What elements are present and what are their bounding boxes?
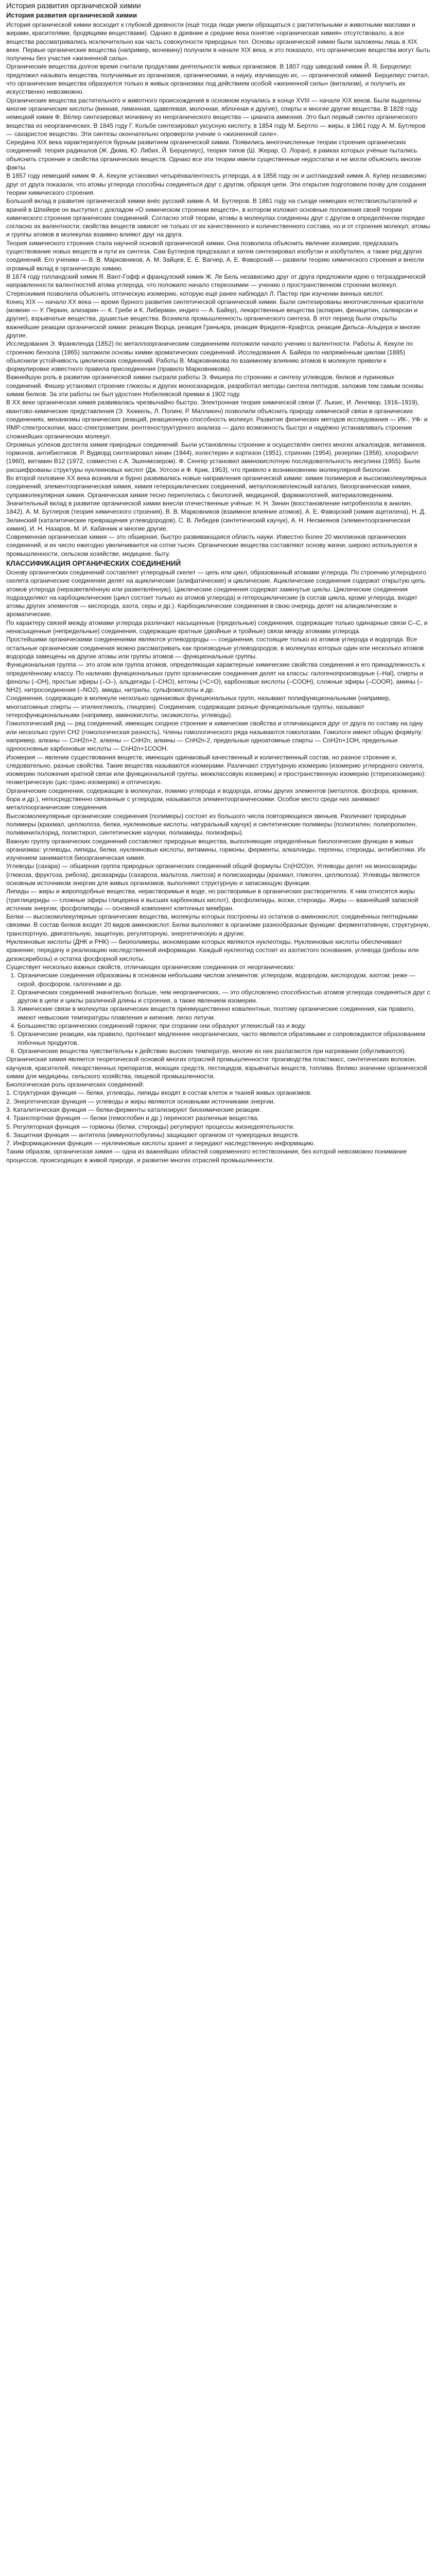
paragraph: Современная органическая химия — это обширная, быстро развивающаяся область науки. Известно более 20 миллионов органических соединений, и их число ежегодно увеличивается на сотни тысяч. Органические вещества составляют основу жизни, широко используются в промышленности, сельском хозяйстве, медицине, быту. — [6, 533, 417, 557]
list-item: 6. Органические вещества чувствительны к действию высоких температур, многие из них разлагаются при нагревании (обугливаются). — [18, 1047, 431, 1055]
paragraph: Функциональная группа — это атом или группа атомов, определяющая характерные химические свойства соединения и его принадлежность к определённому классу. По наличию функциональных групп органические соединения делят на классы: галогенопроизводные (–Hal), спирты и фенолы (–OH), простые эфиры (–O–), альдегиды (–CHO), кетоны (>C=O), карбоновые кислоты (–COOH), сложные эфиры (–COOR), амины (–NH2), нитросоединения (–NO2), амиды, нитрилы, сульфокислоты и др. — [6, 661, 425, 694]
paragraph: Теория химического строения стала научной основой органической химии. Она позволила объяснить явление изомерии, предсказать существование новых веществ и пути их синтеза. Сам Бутлеров предсказал и затем синтезировал изобутан и изобутилен, а также ряд других соединений. Его ученики — В. В. Марковников, А. М. Зайцев, Е. Е. Вагнер, А. Е. Фаворский — развили теорию химического строения и внесли огромный вклад в органическую химию. — [6, 239, 424, 272]
document-subtitle: История развития органической химии — [6, 11, 137, 19]
properties-list — [6, 971, 431, 1055]
paragraph: Белки — высокомолекулярные органические вещества, молекулы которых построены из остатков α-аминокислот, соединённых пептидными связями. В состав белков входят 20 видов аминокислот. Белки выполняют в организме разнообразные функции: ферментативную, структурную, транспортную, двигательную, защитную, регуляторную, энергетическую и другие. — [6, 913, 430, 937]
list-item: 4. Большинство органических соединений горючи; при сгорании они образуют углекислый газ и воду. — [18, 1022, 431, 1030]
paragraph: 7. Информационная функция — нуклеиновые кислоты хранят и передают наследственную информацию. — [6, 1140, 315, 1147]
significance-section — [6, 963, 431, 1164]
section-heading: КЛАССИФИКАЦИЯ ОРГАНИЧЕСКИХ СОЕДИНЕНИЙ — [6, 560, 181, 567]
paragraph: 1. Структурная функция — белки, углеводы, липиды входят в состав клеток и тканей живых организмов. — [6, 1089, 312, 1097]
document-title: История развития органической химии — [6, 2, 141, 10]
list-item: 1. Органические соединения образованы в основном небольшим числом элементов: углеродом, водородом, кислородом, азотом; реже — серой, фосфором, галогенами и др. — [18, 971, 431, 988]
paragraph: Изомерия — явление существования веществ, имеющих одинаковый качественный и количественный состав, но разное строение и, следовательно, разные свойства. Такие вещества называются изомерами. Различают структурную изомерию (изомерию углеродного скелета, изомерию положения кратной связи или функциональной группы, межклассовую изомерию) и пространственную изомерию (стереоизомерию): геометрическую (цис-транс-изомерию) и оптическую. — [6, 753, 426, 786]
paragraph: Существует несколько важных свойств, отличающих органические соединения от неорганических: — [6, 963, 295, 971]
paragraph: Во второй половине XX века возникли и бурно развивались новые направления органической химии: химия полимеров и высокомолекулярных соединений, элементоорганическая химия, химия гетероциклических соединений, металлокомплексный катализ, биоорганическая химия, супрамолекулярная химия. Органическая химия тесно переплелась с биологией, медициной, фармакологией, материаловедением. — [6, 474, 427, 499]
paragraph: Нуклеиновые кислоты (ДНК и РНК) — биополимеры, мономерами которых являются нуклеотиды. Нуклеиновые кислоты обеспечивают хранение, передачу и реализацию наследственной информации. Каждый нуклеотид состоит из азотистого основания, углевода (рибозы или дезоксирибозы) и остатка фосфорной кислоты. — [6, 938, 419, 962]
paragraph: Конец XIX — начало XX века — время бурного развития синтетической органической химии. Были синтезированы многочисленные красители (мовеин — У. Перкин, ализарин — К. Гребе и К. Либерман, индиго — А. Байер), лекарственные вещества (аспирин, фенацетин, салварсан и другие), взрывчатые вещества, душистые вещества. Возникла промышленность органического синтеза. В этот период были открыты важнейшие реакции органической химии: реакция Вюрца, реакция Гриньяра, реакция Фриделя–Крафтса, реакция Дильса–Альдера и многие другие. — [6, 298, 424, 339]
list-item: 3. Химические связи в молекулах органических веществ преимущественно ковалентные, поэтому органические соединения, как правило, имеют невысокие температуры плавления и кипения, легко летучи. — [18, 1005, 431, 1022]
paragraph: Органическая химия является теоретической основой многих отраслей промышленности: производства пластмасс, синтетических волокон, каучуков, красителей, лекарственных препаратов, моющих средств, пестицидов, взрывчатых веществ, топлива. Велико значение органической химии для медицины, сельского хозяйства, пищевой промышленности. — [6, 1056, 427, 1080]
paragraph: В XX веке органическая химия развивалась чрезвычайно быстро. Электронная теория химической связи (Г. Льюис, И. Ленгмюр, 1916–1919), квантово-химические представления (Э. Хюккель, Л. Полинг, Р. Малликен) позволили объяснить природу химической связи в органических соединениях, механизмы органических реакций, реакционную способность молекул. Развитие физических методов исследования — ИК-, УФ- и ЯМР-спектроскопии, масс-спектрометрии, рентгеноструктурного анализа — дало возможность быстро и надёжно устанавливать строение сложнейших органических молекул. — [6, 399, 428, 440]
paragraph: Органические вещества растительного и животного происхождения в основном изучались в конце XVIII — начале XIX веков. Были выделены многие органические кислоты (винная, лимонная, щавелевая, молочная, яблочная и другие), спирты и многие другие вещества. В 1828 году немецкий химик Ф. Вёлер синтезировал мочевину из неорганического вещества — цианата аммония. Это был первый синтез органического вещества из неорганических. В 1845 году Г. Кольбе синтезировал уксусную кислоту, в 1854 году М. Бертло — жиры, в 1861 году А. М. Бутлеров — сахаристое вещество. Эти синтезы окончательно опровергли учение о «жизненной силе». — [6, 96, 426, 138]
paragraph: Гомологический ряд — ряд соединений, имеющих сходное строение и химические свойства и отличающихся друг от друга по составу на одну или несколько групп CH2 (гомологическая разность). Члены гомологического ряда называются гомологами. Гомологи имеют общую формулу: например, алканы — CnH2n+2, алкены — CnH2n, алкины — CnH2n-2, предельные одноатомные спирты — CnH2n+1OH, предельные одноосновные карбоновые кислоты — CnH2n+1COOH. — [6, 720, 423, 753]
paragraph: Биологическая роль органических соединений: — [6, 1081, 144, 1089]
paragraph: Важную группу органических соединений составляют природные вещества, выполняющие определённые биологические функции в живых организмах: углеводы, липиды, белки, нуклеиновые кислоты, витамины, гормоны, ферменты, алкалоиды, терпены, стероиды, антибиотики. Их изучением занимается биоорганическая химия. — [6, 837, 426, 862]
page-bottom-spacer — [6, 1164, 431, 1175]
paragraph: В 1874 году голландский химик Я. Вант-Гофф и французский химик Ж. Ле Бель независимо друг от друга предложили идею о тетраэдрической направленности валентностей атома углерода, что положило начало стереохимии — учению о пространственном строении молекул. Стереохимия позволила объяснить оптическую изомерию, которую ещё ранее наблюдал Л. Пастер при изучении винных кислот. — [6, 273, 426, 297]
document-page — [0, 0, 436, 1180]
paragraph: По характеру связей между атомами углерода различают насыщенные (предельные) соединения, содержащие только одинарные связи C–C, и ненасыщенные (непредельные) соединения, содержащие кратные (двойные и тройные) связи между атомами углерода. — [6, 619, 428, 635]
paragraph: Соединения, содержащие в молекуле несколько одинаковых функциональных групп, называют полифункциональными (например, многоатомные спирты — этиленгликоль, глицерин). Соединения, содержащие разные функциональные группы, называют гетерофункциональными (например, аминокислоты, оксикислоты, углеводы). — [6, 694, 391, 719]
paragraph: Высокомолекулярные органические соединения (полимеры) состоят из большого числа повторяющихся звеньев. Различают природные полимеры (крахмал, целлюлоза, белки, нуклеиновые кислоты, натуральный каучук) и синтетические полимеры (полиэтилен, полипропилен, поливинилхлорид, полистирол, синтетические каучуки, полиамиды, полиэфиры). — [6, 812, 417, 837]
paragraph: Органические соединения, содержащие в молекулах, помимо углерода и водорода, атомы других элементов (металлов, фосфора, кремния, бора и др.), непосредственно связанные с углеродом, называются элементоорганическими. Особое место среди них занимают металлоорганические соединения. — [6, 787, 418, 811]
classification-section — [6, 559, 431, 963]
paragraph: История органической химии восходит к глубокой древности (ещё тогда люди умели обращаться с растительными и животными маслами и жирами, красителями, бродящими веществами). Однако в древние и средние века понятие «органическая химия» отсутствовало, а все вещества рассматривались исключительно как часть совокупности природных тел. Основы органической химии были заложены лишь в XIX веке. Первые органические вещества (например, мочевину) получили в начале XIX века, и это показало, что органические вещества могут быть получены без участия «жизненной силы». — [6, 21, 430, 62]
paragraph: 2. Энергетическая функция — углеводы и жиры являются основными источниками энергии. — [6, 1097, 275, 1105]
paragraph: Исследования Э. Франкленда (1852) по металлоорганическим соединениям положили начало учению о валентности. Работы А. Кекуле по строению бензола (1865) заложили основы химии ароматических соединений. Исследования А. Байера по напряжённым циклам (1885) объяснили устойчивость циклических соединений. Работы В. Марковникова по взаимному влиянию атомов в молекуле привели к формулировке известного правила присоединения (правило Марковникова). — [6, 340, 413, 373]
list-item: 2. Органических соединений значительно больше, чем неорганических, — это обусловлено способностью атомов углерода соединяться друг с другом в цепи и циклы различной длины и строения, а также явлением изомерии. — [18, 988, 431, 1005]
paragraph: Липиды — жиры и жироподобные вещества, нерастворимые в воде, но растворимые в органических растворителях. К ним относятся жиры (триглицериды — сложные эфиры глицерина и высших карбоновых кислот), фосфолипиды, воски, стероиды. Жиры — важнейший запасной источник энергии, фосфолипиды — основной компонент клеточных мембран. — [6, 888, 418, 912]
intro-section — [6, 21, 431, 558]
paragraph: Органические вещества долгое время считали продуктами деятельности живых организмов. В 1807 году шведский химик Й. Я. Берцелиус предложил называть вещества, получаемые из организмов, органическими, а науку, изучающую их, — органической химией. Берцелиус считал, что органические вещества образуются только в живых организмах под действием особой «жизненной силы» (витализм), и получить их искусственно невозможно. — [6, 63, 429, 96]
paragraph: Простейшими органическими соединениями являются углеводороды — соединения, состоящие только из атомов углерода и водорода. Все остальные органические соединения можно рассматривать как производные углеводородов, в молекулах которых один или несколько атомов водорода замещены на другие атомы или группы атомов — функциональные группы. — [6, 636, 424, 660]
paragraph: 4. Транспортная функция — белки (гемоглобин и др.) переносят различные вещества. — [6, 1114, 259, 1122]
paragraph: В 1857 году немецкий химик Ф. А. Кекуле установил четырёхвалентность углерода, а в 1858 году он и шотландский химик А. Купер независимо друг от друга показали, что атомы углерода способны соединяться друг с другом, образуя цепи. Эти открытия подготовили почву для создания теории химического строения. — [6, 172, 427, 196]
paragraph: Таким образом, органическая химия — одна из важнейших областей современного естествознания, без которой невозможно понимание процессов, происходящих в живой природе, и развитие многих отраслей промышленности. — [6, 1148, 407, 1164]
paragraph: 3. Каталитическая функция — белки-ферменты катализируют биохимические реакции. — [6, 1106, 261, 1113]
paragraph: Огромных успехов достигла химия природных соединений. Были установлены строение и осуществлён синтез многих алкалоидов, витаминов, гормонов, антибиотиков. Р. Вудворд синтезировал хинин (1944), холестерин и кортизон (1951), стрихнин (1954), резерпин (1956), хлорофилл (1960), витамин B12 (1972, совместно с А. Эшенмозером). Ф. Сенгер установил аминокислотную последовательность инсулина (1955). Были расшифрованы структуры нуклеиновых кислот (Дж. Уотсон и Ф. Крик, 1953), что привело к возникновению молекулярной биологии. — [6, 440, 426, 473]
paragraph: Важнейшую роль в развитии органической химии сыграли работы Э. Фишера по строению и синтезу углеводов, белков и пуриновых соединений. Фишер установил строение глюкозы и других моносахаридов, разработал методы синтеза пептидов, заложив тем самым основы химии белков. За эти работы он был удостоен Нобелевской премии в 1902 году. — [6, 374, 424, 398]
paragraph: Основу органических соединений составляет углеродный скелет — цепь или цикл, образованный атомами углерода. По строению углеродного скелета органические соединения делят на ациклические (алифатические) и циклические. Ациклические соединения содержат открытую цепь атомов углерода (неразветвлённую или разветвлённую). Циклические соединения содержат замкнутые циклы. Циклические соединения подразделяют на карбоциклические (цикл состоит только из атомов углерода) и гетероциклические (в состав цикла, кроме углерода, входят атомы других элементов — кислорода, азота, серы и др.). Карбоциклические соединения в свою очередь делят на алициклические и ароматические. — [6, 569, 426, 618]
paragraph: 5. Регуляторная функция — гормоны (белки, стероиды) регулируют процессы жизнедеятельности. — [6, 1123, 295, 1130]
paragraph: 6. Защитная функция — антитела (иммуноглобулины) защищают организм от чужеродных веществ. — [6, 1131, 300, 1139]
paragraph: Углеводы (сахара) — обширная группа природных органических соединений общей формулы Cn(H2O)m. Углеводы делят на моносахариды (глюкоза, фруктоза, рибоза), дисахариды (сахароза, мальтоза, лактоза) и полисахариды (крахмал, гликоген, целлюлоза). Углеводы являются основным источником энергии для живых организмов, выполняют структурную и запасающую функции. — [6, 862, 420, 887]
list-item: 5. Органические реакции, как правило, протекают медленнее неорганических, часто являются обратимыми и сопровождаются образованием побочных продуктов. — [18, 1030, 431, 1047]
paragraph: Середина XIX века характеризуется бурным развитием органической химии. Появились многочисленные теории строения органических соединений: теория радикалов (Ж. Дюма, Ю. Либих, Й. Берцелиус), теория типов (Ш. Жерар, О. Лоран), в рамках которых учёные пытались объяснить строение и свойства органических веществ. Однако все эти теории имели существенные недостатки и не могли объяснить многие факты. — [6, 139, 422, 172]
paragraph: Большой вклад в развитие органической химии внёс русский химик А. М. Бутлеров. В 1861 году на съезде немецких естествоиспытателей и врачей в Шпейере он выступил с докладом «О химическом строении веществ», в котором изложил основные положения своей теории химического строения органических соединений. Согласно этой теории, атомы в молекулах соединены друг с другом в определённом порядке согласно их валентности; свойства веществ зависят не только от их качественного и количественного состава, но и от строения молекул; атомы и группы атомов в молекулах взаимно влияют друг на друга. — [6, 197, 430, 239]
paragraph: Значительный вклад в развитие органической химии внесли отечественные учёные: Н. Н. Зинин (восстановление нитробензола в анилин, 1842), А. М. Бутлеров (теория химического строения), В. В. Марковников (взаимное влияние атомов), А. Е. Фаворский (химия ацетилена), Н. Д. Зелинский (каталитические превращения углеводородов), С. В. Лебедев (синтетический каучук), А. Н. Несмеянов (элементоорганическая химия), И. Н. Назаров, М. И. Кабачник и многие другие. — [6, 499, 426, 532]
